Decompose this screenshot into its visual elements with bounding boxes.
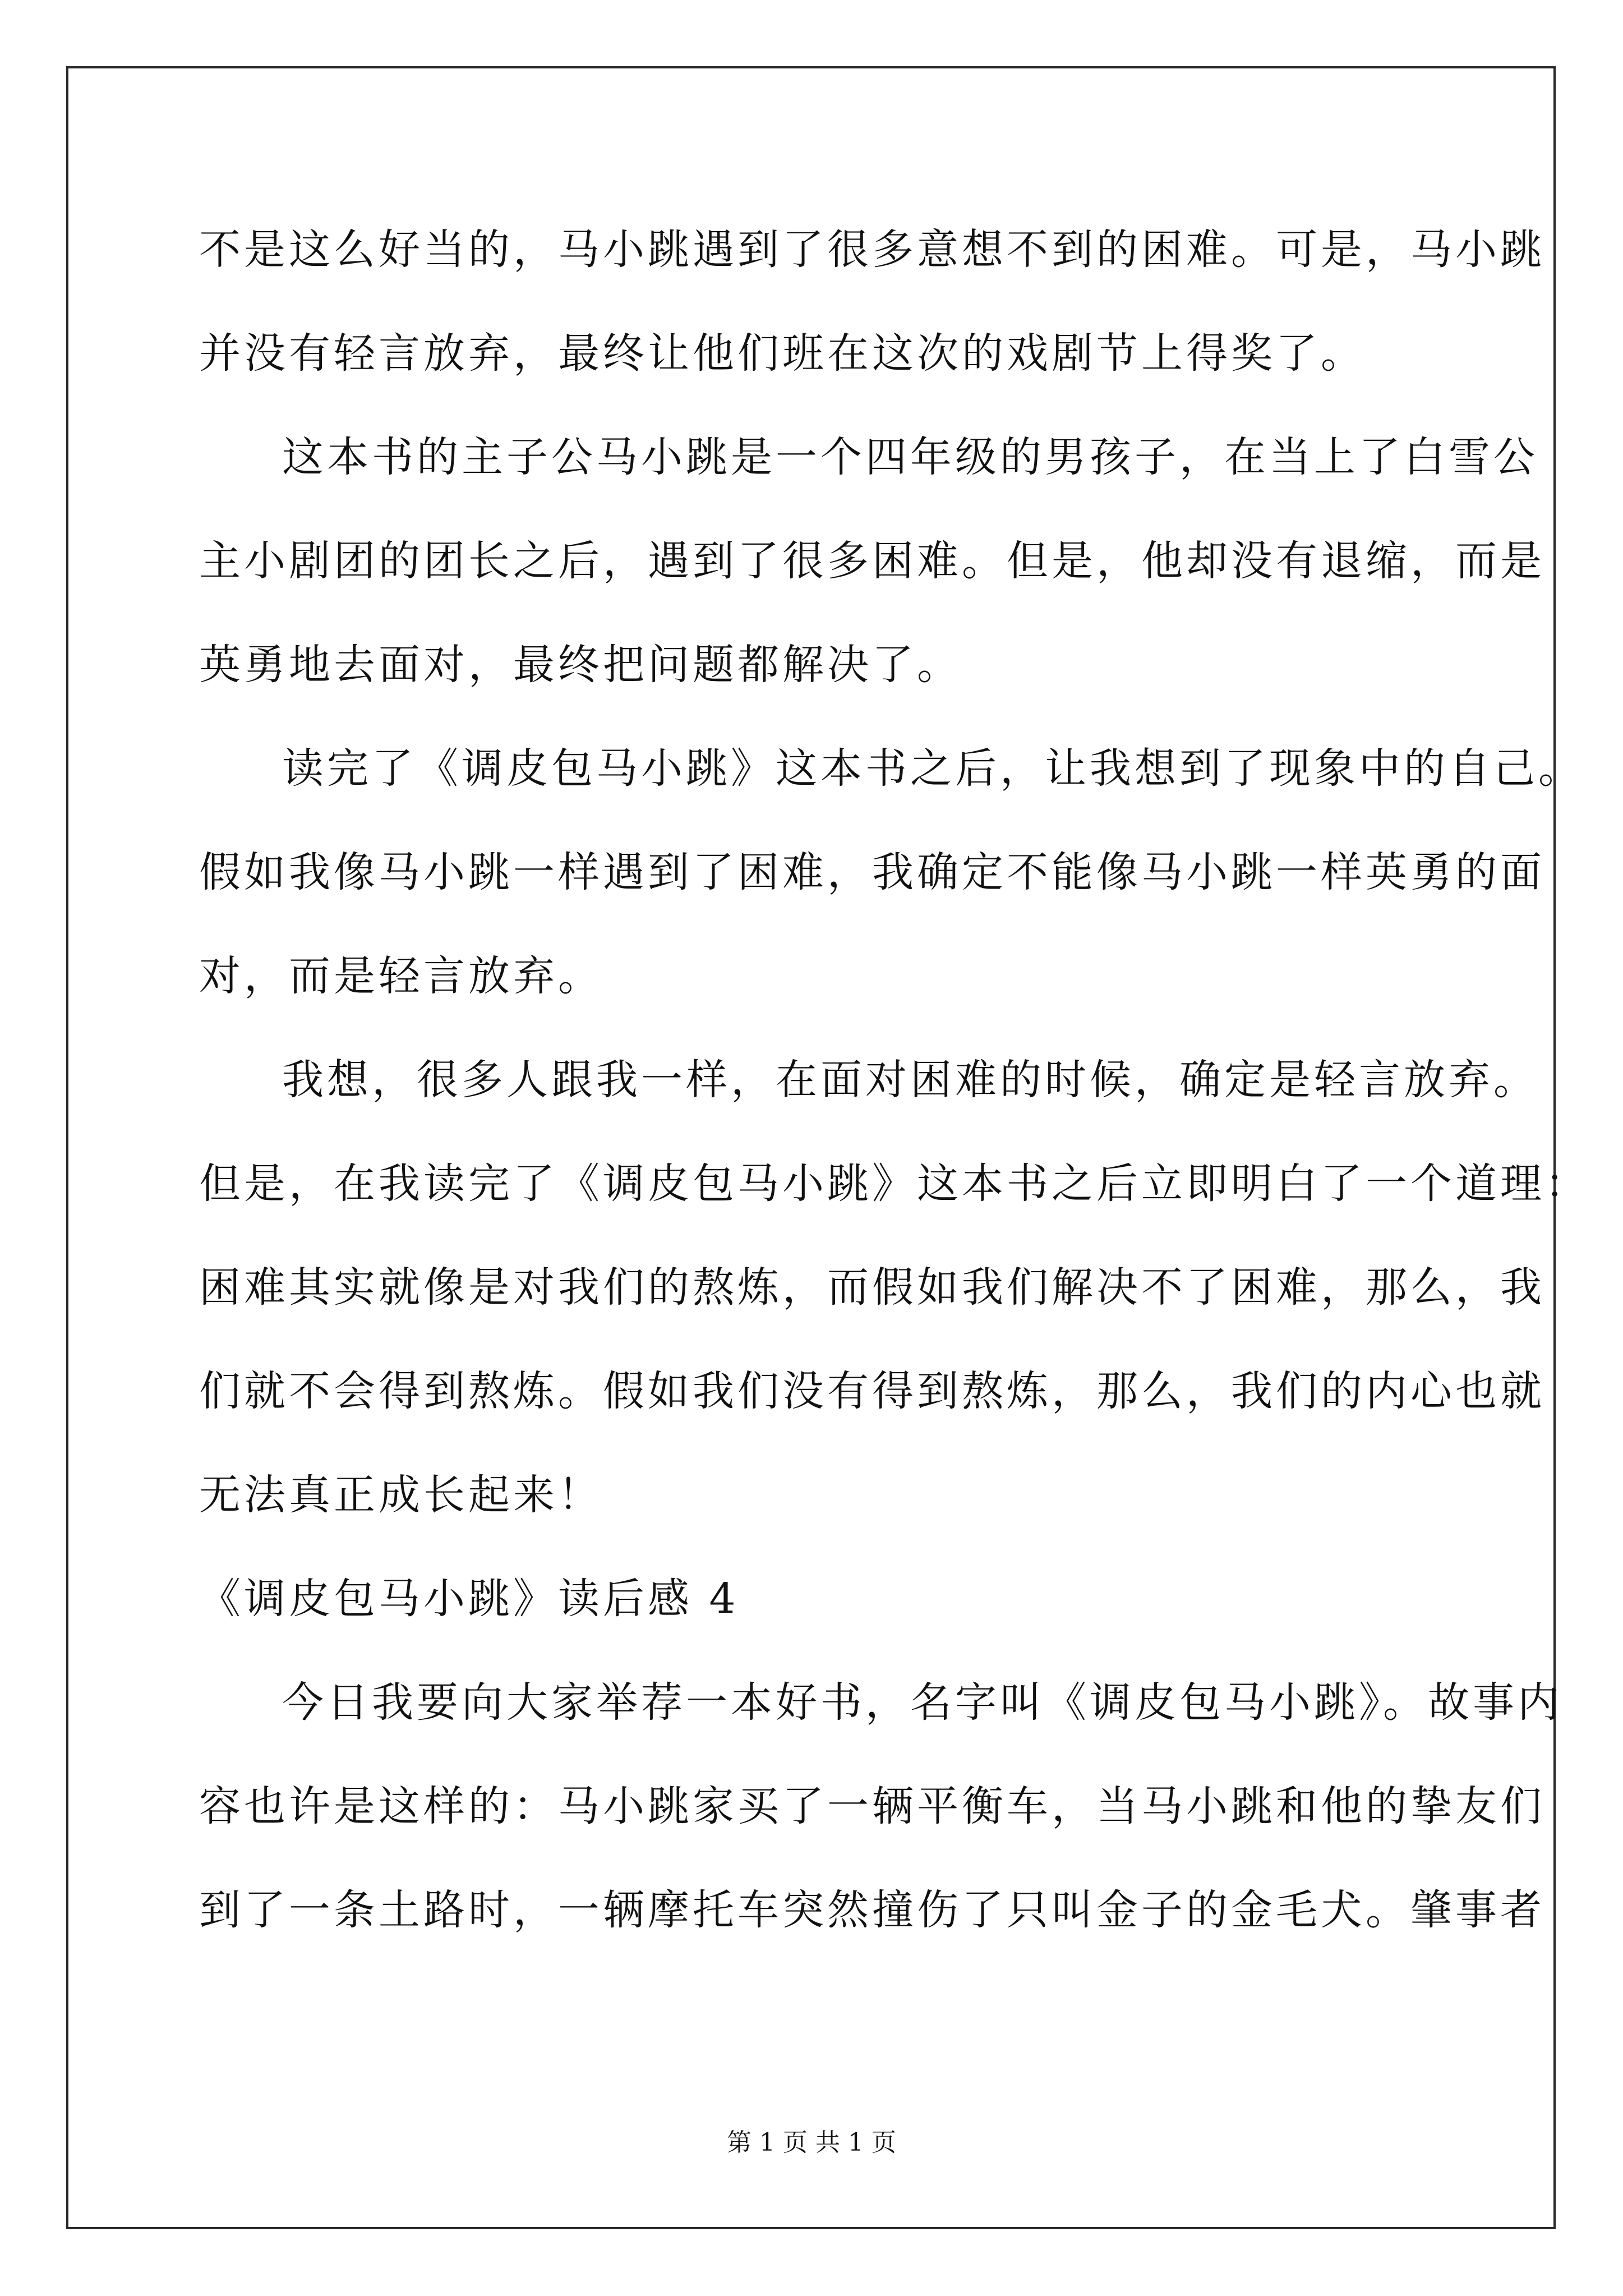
paragraph-line: 我想，很多人跟我一样，在面对困难的时候，确定是轻言放弃。 [282,1056,1538,1104]
paragraph-line: 容也许是这样的：马小跳家买了一辆平衡车，当马小跳和他的挚友们 [199,1782,1545,1830]
paragraph-line: 对，而是轻言放弃。 [199,952,603,1000]
paragraph-line: 假如我像马小跳一样遇到了困难，我确定不能像马小跳一样英勇的面 [199,848,1545,896]
paragraph-line: 但是，在我读完了《调皮包马小跳》这本书之后立即明白了一个道理： [199,1159,1590,1208]
paragraph-line: 不是这么好当的，马小跳遇到了很多意想不到的困难。可是，马小跳 [199,226,1545,274]
paragraph-line: 无法真正成长起来！ [199,1471,603,1519]
paragraph-line: 们就不会得到熬炼。假如我们没有得到熬炼，那么，我们的内心也就 [199,1367,1545,1415]
page-footer: 第 1 页 共 1 页 [727,2128,896,2157]
paragraph-line: 主小剧团的团长之后，遇到了很多困难。但是，他却没有退缩，而是 [199,537,1545,585]
paragraph-line: 到了一条土路时，一辆摩托车突然撞伤了只叫金子的金毛犬。肇事者 [199,1886,1545,1934]
paragraph-line: 困难其实就像是对我们的熬炼，而假如我们解决不了困难，那么，我 [199,1263,1545,1312]
paragraph-line: 英勇地去面对，最终把问题都解决了。 [199,641,962,689]
paragraph-line: 读完了《调皮包马小跳》这本书之后，让我想到了现象中的自己。 [282,744,1583,793]
section-heading: 《调皮包马小跳》读后感 4 [199,1575,739,1623]
paragraph-line: 这本书的主子公马小跳是一个四年级的男孩子，在当上了白雪公 [282,433,1538,481]
paragraph-line: 并没有轻言放弃，最终让他们班在这次的戏剧节上得奖了。 [199,329,1366,378]
paragraph-line: 今日我要向大家举荐一本好书，名字叫《调皮包马小跳》。故事内 [282,1678,1562,1727]
